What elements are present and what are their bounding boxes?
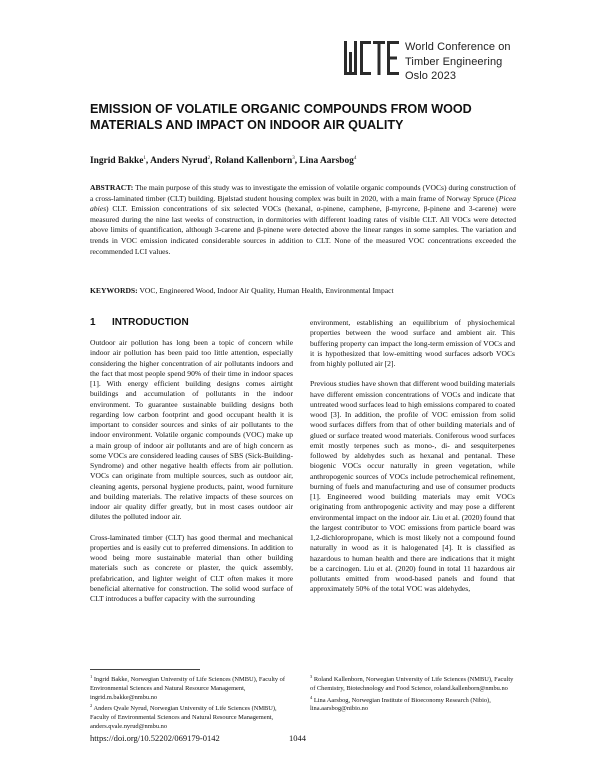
- footnote-divider: [90, 669, 200, 670]
- author-affiliation-mark: 4: [353, 156, 357, 161]
- section-number: 1: [90, 317, 96, 328]
- conference-name: [405, 40, 511, 84]
- conference-line: Timber Engineering: [405, 55, 503, 68]
- page-number: 1044: [289, 733, 306, 743]
- paragraph: Previous studies have shown that different wood building materials have different emission concentrations of VOCs and indicate that untreated wood surfaces lead to high emissions compared to coated wood [3]. In addition, the profile of VOC emission from solid wood surfaces differs from that of other building materials and of glued or surface treated wood materials. Coniferous wood surfaces emit mostly terpenes such as mono-, di- and sesquiterpenes followed by aldehydes such as hexanal and pentanal. These biogenic VOCs occur naturally in green vegetation, while anthropogenic sources of VOCs include petrochemical refinement, burning of fuels and manufacturing and use of consumer products [1]. Engineered wood building materials may emit VOCs originating from anthropogenic activity and may pose a different environmental impact on the indoor air. Liu et al. (2020) found that the largest contributor to VOC emissions from particle board was 1,2-dichloropropane, which is most likely not a compound found naturally in wood as it is halogenated [4]. It is classified as hazardous to human health and there are indications that it might be a carcinogen. Liu et al. (2020) found in total 11 hazardous air pollutants emitted from wood-based panels and found that approximately 50% of the total VOC was aldehydes,: [310, 379, 515, 594]
- paragraph: Outdoor air pollution has long been a topic of concern while indoor air pollution has been paid too little attention, especially considering the higher concentration of air pollutants indoors and the fact that most people spend 90% of their time in indoor spaces [1]. With energy efficient building designs comes airtight buildings and accumulation of pollutants in the indoor environment. To guarantee sustainable building designs both regarding low carbon footprint and good occupant health it is important to consider sources and sinks of air pollutants to the indoor environment. Volatile organic compounds (VOC) make up a main group of indoor air pollutants and are of high concern as some VOCs are considered leading causes of SBS (Sick-Building-Syndrome) and other negative health effects from air pollution. VOCs can originate from multiple sources, such as outdoor air, cleaning agents, personal hygiene products, paint, wood furniture and building materials. The relative impacts of these sources on indoor air quality differ greatly, but in most cases outdoor air dilutes the polluted indoor air.: [90, 338, 293, 522]
- conference-line: World Conference on: [405, 41, 511, 53]
- keywords-label: KEYWORDS:: [90, 286, 138, 295]
- footnote: $^2$ Anders Qvale Nyrud, Norwegian University of Life Sciences (NMBU), Faculty of Environmental Sciences and Natural Resource Management, anders.qvale.nyrud@nmbu.no: [90, 703, 277, 730]
- author-name: Lina Aarsbog: [299, 156, 354, 167]
- paragraph: environment, establishing an equilibrium of physiochemical properties between the wood surface and ambient air. This buffering property can impact the long-term emission of VOCs and it is hypothesized that low-emitting wood surfaces adsorb VOCs from highly polluted air [2].: [310, 318, 515, 368]
- doi-link[interactable]: https://doi.org/10.52202/069179-0142: [90, 733, 220, 743]
- section-heading: [90, 317, 189, 328]
- abstract: ABSTRACT: The main purpose of this study was to investigate the emission of volatile organic compounds (VOCs) during construction of a cross-laminated timber (CLT) building. Bjølstad student housing complex was built in 2020, with a main frame of Norway Spruce (Picea abies) CLT. Emission concentrations of six selected VOCs (hexanal, α-pinene, camphene, β-myrcene, β-pinene and 3-carene) were measured during the nine last weeks of construction, in dormitories with different loading rates of visible CLT. All VOCs were detected above limits of quantification, although 3-carene and β-pinene were detected above the linear ranges in some samples. The variation and trends in VOC emission indicated considerable sources in addition to CLT. None of the measured VOC concentrations exceeded the recommended LCI values.: [90, 183, 516, 256]
- author-affiliation-mark: 2: [207, 156, 211, 161]
- author-list: Ingrid Bakke$^1$, Anders Nyrud$^2$, Roland Kallenborn$^3$, Lina Aarsbog$^4$: [90, 156, 357, 167]
- footnote: $^1$ Ingrid Bakke, Norwegian University of Life Sciences (NMBU), Faculty of Environmental Sciences and Natural Resource Management, ingrid.m.bakke@nmbu.no: [90, 674, 285, 701]
- footnotes-left: [90, 673, 295, 731]
- conference-line: Oslo 2023: [405, 70, 457, 82]
- section-title: INTRODUCTION: [112, 317, 189, 328]
- author-affiliation-mark: 3: [292, 156, 295, 161]
- right-column: [310, 318, 515, 605]
- left-column: [90, 338, 293, 614]
- author-name: Ingrid Bakke: [90, 156, 144, 167]
- footnote: $^3$ Roland Kallenborn, Norwegian University of Life Sciences (NMBU), Faculty of Chemistry, Biotechnology and Food Science, roland.kallenborn@nmbu.no: [310, 674, 514, 692]
- keywords: KEYWORDS: VOC, Engineered Wood, Indoor Air Quality, Human Health, Environmental Impact: [90, 286, 394, 295]
- abstract-label: ABSTRACT:: [90, 183, 134, 192]
- author-name: Roland Kallenborn: [214, 156, 293, 167]
- footnotes-right: [310, 673, 515, 714]
- paper-title: EMISSION OF VOLATILE ORGANIC COMPOUNDS FROM WOOD MATERIALS AND IMPACT ON INDOOR AIR QUALITY: [90, 102, 472, 132]
- author-affiliation-mark: 1: [143, 156, 146, 161]
- footnote: $^4$ Lina Aarsbog, Norwegian Institute of Bioeconomy Research (Nibio), lina.aarsbog@nibio.no: [310, 694, 491, 713]
- wcte-logo: [343, 38, 401, 78]
- author-name: Anders Nyrud: [150, 156, 208, 167]
- paragraph: Cross-laminated timber (CLT) has good thermal and mechanical properties and is easily cut to preferred dimensions. In addition to wood being more sustainable material than other building materials such as concrete or plaster, the quick assembly, prefabrication, and lighter weight of CLT often makes it more beneficial alternative for construction. The solid wood surface of CLT introduces a buffer capacity with the surrounding: [90, 532, 293, 603]
